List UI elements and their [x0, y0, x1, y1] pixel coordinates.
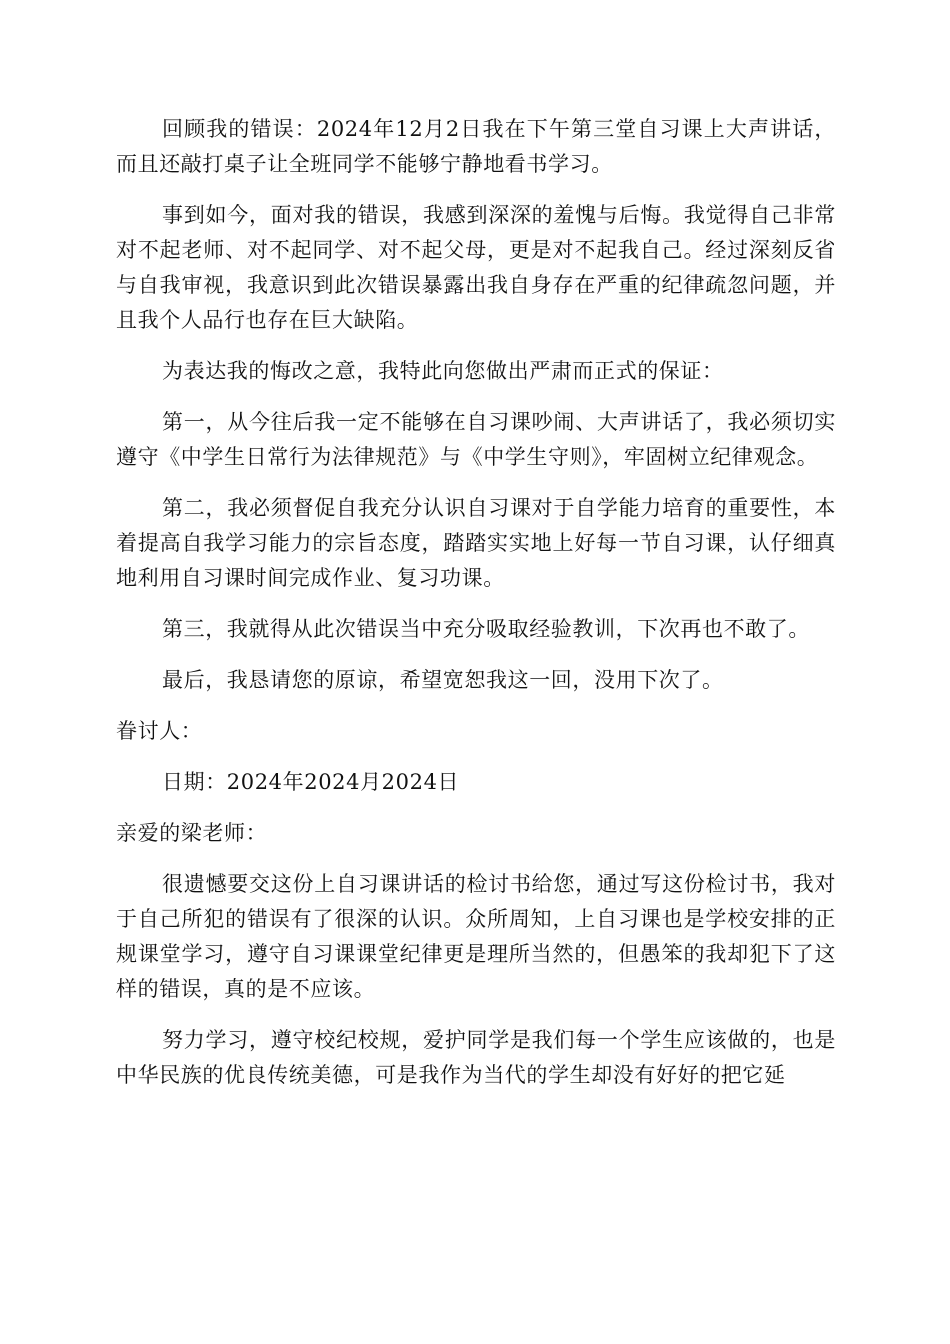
- signature-label: 眷讨人：: [116, 719, 203, 743]
- paragraph-pledge-intro: 为表达我的悔改之意，我特此向您做出严肃而正式的保证：: [162, 359, 724, 383]
- paragraph-mistake-review: 回顾我的错误：2024年12月2日我在下午第三堂自习课上大声讲话，而且还敲打桌子让全班同学不能够宁静地看书学习。: [116, 117, 836, 176]
- paragraph-second-letter-body: 努力学习，遵守校纪校规，爱护同学是我们每一个学生应该做的，也是中华民族的优良传统美德，可是我作为当代的学生却没有好好的把它延: [116, 1028, 836, 1087]
- paragraph-pledge-third: 第三，我就得从此次错误当中充分吸取经验教训，下次再也不敢了。: [162, 617, 810, 641]
- document-body: [116, 112, 836, 1109]
- paragraph-remorse: 事到如今，面对我的错误，我感到深深的羞愧与后悔。我觉得自己非常对不起老师、对不起同学、对不起父母，更是对不起我自己。经过深刻反省与自我审视，我意识到此次错误暴露出我自身存在严重的纪律疏忽问题，并且我个人品行也存在巨大缺陷。: [116, 203, 836, 332]
- paragraph-second-letter-intro: 很遗憾要交这份上自习课讲话的检讨书给您，通过写这份检讨书，我对于自己所犯的错误有了很深的认识。众所周知，上自习课也是学校安排的正规课堂学习，遵守自习课课堂纪律更是理所当然的，但愚笨的我却犯下了这样的错误，真的是不应该。: [116, 872, 836, 1001]
- paragraph-closing: 最后，我恳请您的原谅，希望宽恕我这一回，没用下次了。: [162, 668, 724, 692]
- salutation: 亲爱的梁老师：: [116, 821, 268, 845]
- date-line: 日期：2024年2024月2024日: [162, 770, 460, 794]
- paragraph-pledge-second: 第二，我必须督促自我充分认识自习课对于自学能力培育的重要性，本着提高自我学习能力的宗旨态度，踏踏实实地上好每一节自习课，认仔细真地利用自习课时间完成作业、复习功课。: [116, 496, 836, 590]
- paragraph-pledge-first: 第一，从今往后我一定不能够在自习课吵闹、大声讲话了，我必须切实遵守《中学生日常行为法律规范》与《中学生守则》，牢固树立纪律观念。: [116, 410, 836, 469]
